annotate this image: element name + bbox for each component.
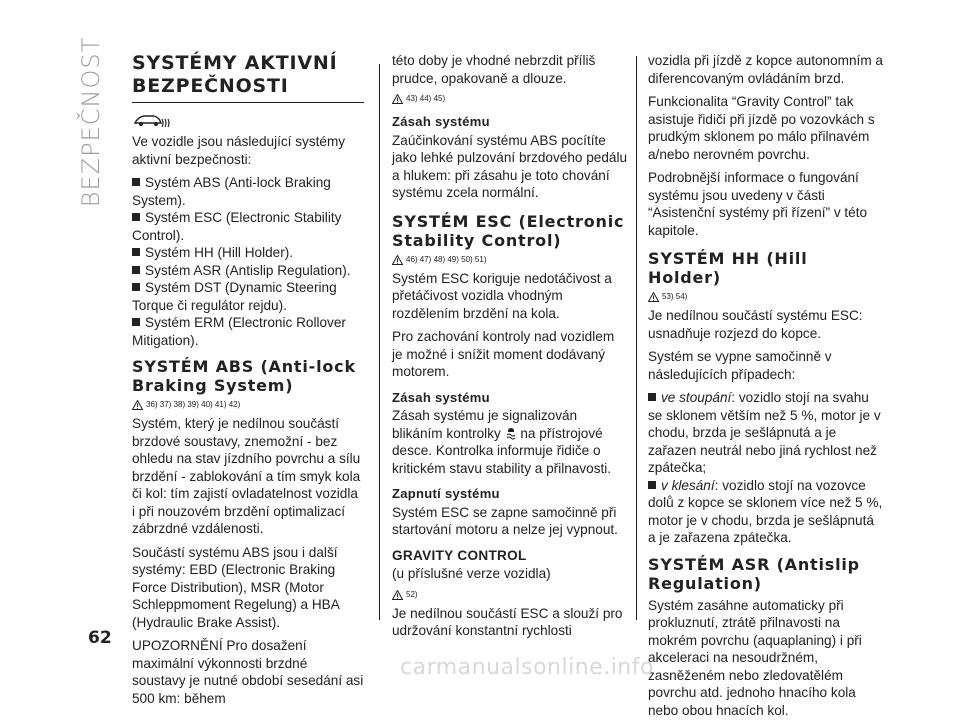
page-number: 62 — [88, 628, 112, 648]
bullet-icon — [132, 213, 140, 221]
subheading: Zapnutí systému — [392, 486, 500, 501]
abs-heading: SYSTÉM ABS (Anti-lock Braking System) — [132, 357, 356, 395]
systems-list — [132, 174, 364, 349]
bullet-icon — [648, 481, 656, 489]
warning-icon — [392, 590, 403, 600]
title-block — [132, 52, 364, 103]
gravity-heading: GRAVITY CONTROL — [392, 547, 527, 563]
paragraph: Systém se vypne samočinně v následujících případech: — [648, 349, 832, 382]
warning-refs: 46) 47) 48) 49) 50) 51) — [392, 254, 628, 266]
paragraph: této doby je vhodné nebrzdit příliš prudce, opakovaně a dlouze. — [392, 53, 596, 86]
paragraph: Zaúčinkování systému ABS pocítíte jako lehké pulzování brzdového pedálu a hlukem: při zásahu je toto chování systému zcela normální. — [392, 132, 628, 200]
column-divider — [379, 64, 380, 620]
bullet-icon — [132, 178, 140, 186]
subheading: Zásah systému — [392, 114, 490, 129]
warning-icon — [648, 292, 659, 302]
car-skid-icon — [132, 111, 364, 131]
column-3 — [648, 52, 884, 725]
list-item: Systém HH (Hill Holder). — [132, 244, 364, 262]
list-item: Systém ERM (Electronic Rollover Mitigation). — [132, 315, 346, 348]
esc-warning-light-icon — [505, 426, 517, 440]
paragraph: Systém, který je nedílnou součástí brzdové soustavy, znemožní - bez ohledu na stav jízdního povrchu a sílu brzdění - zablokování a tím smyk kola či kol: tím zajistí ovladatelnost vozidla i při nouzovém brzdění optimalizací zábrzdné vzdálenosti. — [132, 416, 361, 536]
list-item: ve stoupání: vozidlo stojí na svahu se sklonem větším než 5 %, motor je v chodu, brzda je sešlápnutá a je zařazen neutrál nebo jiná rychlost než zpátečka; — [648, 390, 881, 475]
column-2 — [392, 52, 628, 646]
bullet-icon — [132, 283, 140, 291]
column-1 — [132, 52, 364, 713]
asr-heading: SYSTÉM ASR (Antislip Regulation) — [648, 554, 860, 593]
watermark: carmanualsonline.info — [400, 655, 654, 680]
list-item: Systém ABS (Anti-lock Braking System). — [132, 175, 331, 208]
paragraph: Systém zasáhne automaticky při prokluznutí, ztrátě přilnavosti na mokrém povrchu (aquaplaning) i při akceleraci na nesoudržném, zasněženém nebo zledovatělém povrchu atd. jednoho hnacího kola nebo obou hnacích kol. — [648, 597, 862, 718]
bullet-icon — [648, 393, 656, 401]
bullet-icon — [132, 248, 140, 256]
paragraph: Je nedílnou součástí ESC a slouží pro udržování konstantní rychlosti — [392, 605, 623, 638]
paragraph: Součástí systému ABS jsou i další systémy: EBD (Electronic Braking Force Distribution), MSR (Motor Schleppmoment Regelung) a HBA (Hydraulic Brake Assist). — [132, 544, 340, 630]
warning-refs: 53) 54) — [648, 291, 884, 303]
warning-icon — [132, 400, 143, 410]
list-item: Systém ESC (Electronic Stability Control). — [132, 210, 342, 243]
section-side-tab — [77, 36, 105, 208]
paragraph: Funkcionalita “Gravity Control” tak asistuje řidiči při jízdě po vozovkách s prudkým sklonem po málo přilnavém a/nebo nerovném povrchu. — [648, 94, 875, 162]
warning-icon — [392, 94, 403, 104]
page-title: SYSTÉMY AKTIVNÍ BEZPEČNOSTI — [132, 52, 338, 97]
paragraph: Systém ESC koriguje nedotáčivost a přetáčivost vozidla vhodným rozdělením brzdění na kola. — [392, 270, 612, 321]
hh-heading: SYSTÉM HH (Hill Holder) — [648, 249, 808, 287]
warning-refs: 36) 37) 38) 39) 40) 41) 42) — [132, 399, 364, 411]
subheading: Zásah systému — [392, 389, 490, 405]
column-divider — [636, 56, 637, 620]
list-item: v klesání: vozidlo stojí na vozovce dolů z kopce se sklonem více než 5 %, motor je v chodu, brzda je sešlápnutá a je zařazena zpátečka. — [648, 477, 883, 545]
list-item: Systém DST (Dynamic Steering Torque či regulátor rejdu). — [132, 280, 337, 313]
paragraph: Systém ESC se zapne samočinně při startování motoru a nelze jej vypnout. — [392, 504, 618, 537]
paragraph: (u příslušné verze vozidla) — [392, 566, 551, 581]
paragraph: Podrobnější informace o fungování systému jsou uvedeny v části “Asistenční systémy při řízení” v této kapitole. — [648, 170, 868, 238]
section-tab-label: BEZPEČNOST — [77, 36, 105, 208]
bullet-icon — [132, 318, 140, 326]
list-item: Systém ASR (Antislip Regulation). — [132, 262, 364, 280]
bullet-icon — [132, 266, 140, 274]
paragraph: UPOZORNĚNÍ Pro dosažení maximální výkonnosti brzdné soustavy je nutné období sesedání asi 500 km: během — [132, 638, 364, 706]
warning-refs: 43) 44) 45) — [392, 93, 628, 105]
warning-icon — [392, 255, 403, 265]
warning-refs: 52) — [392, 589, 628, 601]
esc-heading: SYSTÉM ESC (Electronic Stability Control) — [392, 211, 625, 250]
intro-text: Ve vozidle jsou následující systémy aktivní bezpečnosti: — [132, 134, 346, 167]
paragraph: vozidla při jízdě z kopce autonomním a diferencovaným ovládáním brzd. — [648, 53, 883, 86]
paragraph: Zásah systému je signalizován blikáním kontrolky na přístrojové desce. Kontrolka informuje řidiče o kritickém stavu stability a přilnavosti. — [392, 408, 612, 476]
paragraph: Pro zachování kontroly nad vozidlem je možné i snížit moment dodávaný motorem. — [392, 329, 615, 379]
paragraph: Je nedílnou součástí systému ESC: usnadňuje rozjezd do kopce. — [648, 308, 863, 341]
